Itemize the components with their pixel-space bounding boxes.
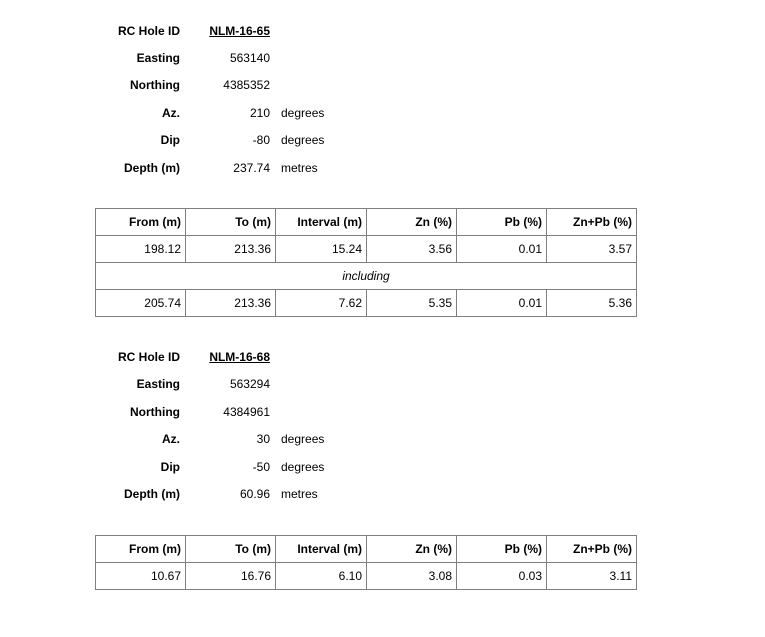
column-header: Interval (m) [276, 209, 367, 236]
info-label: Easting [136, 51, 180, 65]
table-cell: 15.24 [276, 236, 367, 263]
table-cell: 0.01 [457, 290, 547, 317]
assay-results-table [95, 535, 637, 590]
column-header: Interval (m) [276, 536, 367, 563]
table-cell: 6.10 [276, 563, 367, 590]
dip-unit: degrees [281, 460, 325, 474]
column-header: To (m) [186, 536, 276, 563]
table-cell: 205.74 [96, 290, 186, 317]
azimuth-value: 210 [249, 106, 270, 120]
azimuth-unit: degrees [281, 106, 325, 120]
info-label: Az. [162, 106, 180, 120]
dip-value: -50 [252, 460, 270, 474]
table-row [96, 236, 637, 263]
hole-id-value: NLM-16-65 [209, 24, 270, 38]
depth-unit: metres [281, 487, 318, 501]
table-cell: 7.62 [276, 290, 367, 317]
easting-value: 563140 [229, 51, 270, 65]
column-header: Zn+Pb (%) [547, 209, 637, 236]
info-label: Dip [160, 133, 180, 147]
column-header: Zn (%) [367, 536, 457, 563]
northing-value: 4385352 [223, 78, 270, 92]
table-cell: 213.36 [186, 236, 276, 263]
column-header: From (m) [96, 209, 186, 236]
depth-value: 60.96 [239, 487, 270, 501]
table-row [96, 563, 637, 590]
column-header: Pb (%) [457, 209, 547, 236]
info-label: Depth (m) [124, 487, 180, 501]
table-cell: 3.56 [367, 236, 457, 263]
table-cell: 198.12 [96, 236, 186, 263]
table-header-row [96, 536, 637, 563]
northing-value: 4384961 [223, 405, 270, 419]
info-label: RC Hole ID [117, 350, 180, 364]
table-cell: 16.76 [186, 563, 276, 590]
column-header: From (m) [96, 536, 186, 563]
column-header: Pb (%) [457, 536, 547, 563]
table-cell: 0.01 [457, 236, 547, 263]
hole-id-value: NLM-16-68 [209, 350, 270, 364]
info-label: Depth (m) [124, 161, 180, 175]
info-label: Northing [130, 78, 180, 92]
column-header: Zn (%) [367, 209, 457, 236]
table-cell: 5.36 [547, 290, 637, 317]
table-cell: 3.11 [547, 563, 637, 590]
table-cell: 5.35 [367, 290, 457, 317]
depth-unit: metres [281, 161, 318, 175]
info-label: Northing [130, 405, 180, 419]
table-header-row [96, 209, 637, 236]
table-cell: 0.03 [457, 563, 547, 590]
info-label: Easting [136, 377, 180, 391]
easting-value: 563294 [229, 377, 270, 391]
info-label: RC Hole ID [117, 24, 180, 38]
azimuth-unit: degrees [281, 432, 325, 446]
table-cell: 10.67 [96, 563, 186, 590]
table-cell: 213.36 [186, 290, 276, 317]
column-header: To (m) [186, 209, 276, 236]
including-row [96, 263, 637, 290]
column-header: Zn+Pb (%) [547, 536, 637, 563]
azimuth-value: 30 [256, 432, 270, 446]
dip-unit: degrees [281, 133, 325, 147]
table-cell: 3.57 [547, 236, 637, 263]
info-label: Dip [160, 460, 180, 474]
including-note: including [96, 263, 637, 290]
dip-value: -80 [252, 133, 270, 147]
assay-results-table [95, 208, 637, 317]
table-row [96, 290, 637, 317]
depth-value: 237.74 [233, 161, 270, 175]
table-cell: 3.08 [367, 563, 457, 590]
info-label: Az. [162, 432, 180, 446]
